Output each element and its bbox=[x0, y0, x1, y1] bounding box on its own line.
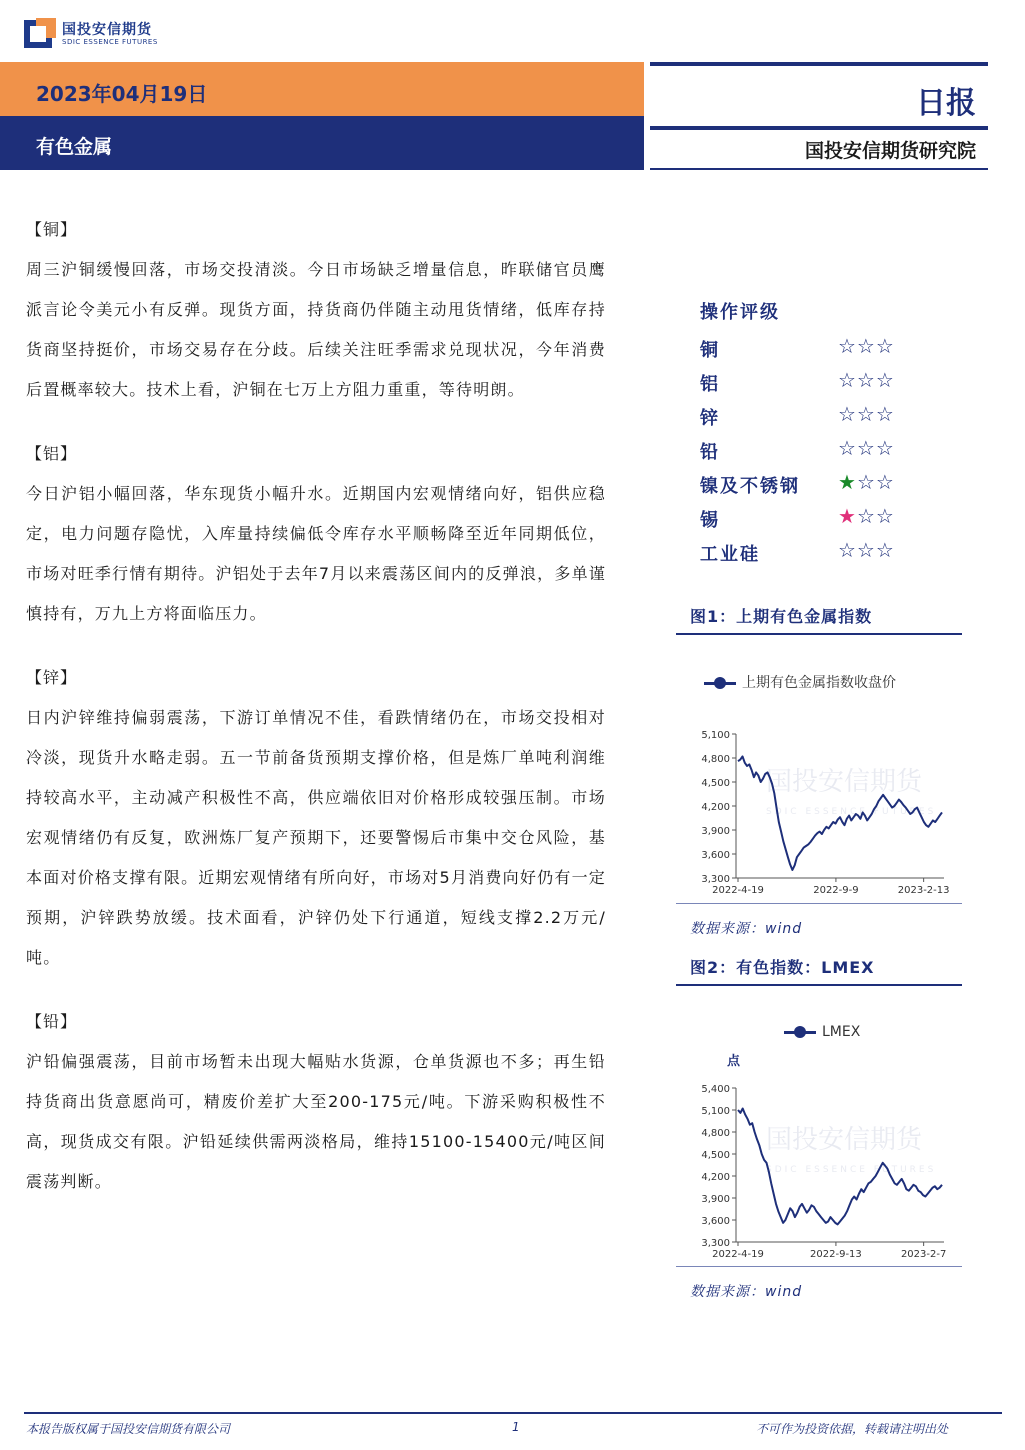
empty-star-icon: ☆☆ bbox=[856, 470, 895, 494]
rating-name: 锡 bbox=[700, 510, 720, 531]
figure-1-chart bbox=[676, 720, 962, 900]
logo-text-cn: 国投安信期货 bbox=[62, 22, 152, 38]
figure-2-unit: 点 bbox=[727, 1054, 741, 1069]
rating-row-silicon bbox=[700, 536, 960, 570]
y-tick-label: 5,100 bbox=[701, 1106, 730, 1117]
star-rating-icon bbox=[838, 470, 895, 494]
header-rule-middle bbox=[650, 126, 988, 130]
y-tick-label: 4,200 bbox=[701, 802, 730, 813]
footer-rule bbox=[24, 1412, 1002, 1414]
rating-row-aluminum bbox=[700, 366, 960, 400]
section-title: 【铜】 bbox=[26, 220, 78, 239]
legend-label: 上期有色金属指数收盘价 bbox=[742, 675, 896, 691]
section-body: 日内沪锌维持偏弱震荡，下游订单情况不佳，看跌情绪仍在，市场交投相对冷淡，现货升水略走弱。五一节前备货预期支撑价格，但是炼厂单吨利润维持较高水平，主动减产积极性不高，供应端依旧对价格形成较强压制。市场宏观情绪仍有反复，欧洲炼厂复产预期下，还要警惕后市集中交仓风险，基本面对价格支撑有限。近期宏观情绪有所向好，市场对5月消费向好仍有一定预期，沪锌跌势放缓。技术面看，沪锌仍处下行通道，短线支撑2.2万元/吨。 bbox=[26, 708, 606, 967]
section-body: 周三沪铜缓慢回落，市场交投清淡。今日市场缺乏增量信息，昨联储官员鹰派言论令美元小有反弹。现货方面，持货商仍伴随主动甩货情绪，低库存持货商坚持挺价，市场交易存在分歧。后续关注旺季需求兑现状况，今年消费后置概率较大。技术上看，沪铜在七万上方阻力重重，等待明朗。 bbox=[26, 260, 606, 399]
rating-name: 铝 bbox=[700, 374, 720, 395]
figure-2-rule-top bbox=[676, 984, 962, 986]
watermark-cn: 国投安信期货 bbox=[766, 767, 923, 797]
logo-text-en: SDIC ESSENCE FUTURES bbox=[62, 38, 158, 46]
rating-name: 铅 bbox=[700, 442, 720, 463]
watermark-en: SDIC ESSENCE FUTURES bbox=[766, 807, 937, 817]
star-rating-icon: ☆☆☆ bbox=[838, 436, 895, 460]
section-copper bbox=[26, 210, 606, 410]
legend-line-marker-icon bbox=[704, 676, 736, 690]
x-tick-label: 2022-9-9 bbox=[813, 885, 859, 896]
y-tick-label: 3,300 bbox=[701, 1238, 730, 1249]
section-body: 今日沪铝小幅回落，华东现货小幅升水。近期国内宏观情绪向好，铝供应稳定，电力问题存隐忧，入库量持续偏低令库存水平顺畅降至近年同期低位，市场对旺季行情有期待。沪铝处于去年7月以来震荡区间内的反弹浪，多单谨慎持有，万九上方将面临压力。 bbox=[26, 484, 606, 623]
rating-row-lead bbox=[700, 434, 960, 468]
rating-row-copper bbox=[700, 332, 960, 366]
y-tick-label: 3,600 bbox=[701, 850, 730, 861]
section-lead bbox=[26, 1002, 606, 1202]
figure-1-rule-bottom bbox=[676, 903, 962, 904]
x-tick-label: 2022-9-13 bbox=[810, 1249, 862, 1260]
footer-disclaimer: 不可作为投资依据，转载请注明出处 bbox=[756, 1422, 949, 1436]
watermark-en: SDIC ESSENCE FUTURES bbox=[766, 1165, 937, 1175]
sector-banner bbox=[0, 116, 644, 170]
star-rating-icon: ☆☆☆ bbox=[838, 402, 895, 426]
main-content bbox=[26, 210, 606, 1226]
rating-row-tin bbox=[700, 502, 960, 536]
figure-2-title: 图2：有色指数：LMEX bbox=[690, 958, 875, 977]
y-tick-label: 4,500 bbox=[701, 778, 730, 789]
rating-title: 操作评级 bbox=[700, 302, 780, 323]
rating-panel bbox=[700, 298, 960, 570]
x-tick-label: 2022-4-19 bbox=[712, 885, 764, 896]
footer-copyright: 本报告版权属于国投安信期货有限公司 bbox=[26, 1422, 231, 1436]
y-tick-label: 4,800 bbox=[701, 754, 730, 765]
rating-name: 工业硅 bbox=[700, 544, 760, 565]
sector-title: 有色金属 bbox=[36, 136, 113, 158]
company-logo bbox=[24, 16, 204, 56]
section-title: 【锌】 bbox=[26, 668, 78, 687]
section-title: 【铝】 bbox=[26, 444, 78, 463]
section-title: 【铅】 bbox=[26, 1012, 78, 1031]
star-rating-icon bbox=[838, 504, 895, 528]
institute-name: 国投安信期货研究院 bbox=[804, 140, 976, 162]
figure-1-source: 数据来源：wind bbox=[690, 921, 803, 937]
header-rule-top bbox=[650, 62, 988, 66]
star-rating-icon: ☆☆☆ bbox=[838, 538, 895, 562]
y-tick-label: 4,500 bbox=[701, 1150, 730, 1161]
section-body: 沪铅偏强震荡，目前市场暂未出现大幅贴水货源，仓单货源也不多；再生铅持货商出货意愿尚可，精废价差扩大至200-175元/吨。下游采购积极性不高，现货成交有限。沪铅延续供需两淡格局，维持15100-15400元/吨区间震荡判断。 bbox=[26, 1052, 606, 1191]
figure-2-source: 数据来源：wind bbox=[690, 1284, 803, 1300]
figure-2-chart bbox=[676, 1074, 962, 1264]
star-rating-icon: ☆☆☆ bbox=[838, 368, 895, 392]
figure-1-rule-top bbox=[676, 633, 962, 635]
figure-1-title: 图1：上期有色金属指数 bbox=[690, 607, 873, 626]
rating-name: 锌 bbox=[700, 408, 720, 429]
page-number: 1 bbox=[512, 1420, 520, 1434]
legend-line-marker-icon bbox=[784, 1025, 816, 1039]
y-tick-label: 3,600 bbox=[701, 1216, 730, 1227]
report-type: 日报 bbox=[916, 86, 976, 121]
star-rating-icon: ☆☆☆ bbox=[838, 334, 895, 358]
y-tick-label: 5,100 bbox=[701, 730, 730, 741]
figure-2-rule-bottom bbox=[676, 1266, 962, 1267]
section-zinc bbox=[26, 658, 606, 978]
y-tick-label: 4,200 bbox=[701, 1172, 730, 1183]
rating-name: 镍及不锈钢 bbox=[700, 476, 800, 497]
y-tick-label: 3,900 bbox=[701, 826, 730, 837]
legend-label: LMEX bbox=[822, 1024, 861, 1040]
x-tick-label: 2022-4-19 bbox=[712, 1249, 764, 1260]
y-tick-label: 3,300 bbox=[701, 874, 730, 885]
empty-star-icon: ☆☆ bbox=[856, 504, 895, 528]
logo-mark-icon bbox=[24, 18, 56, 50]
y-tick-label: 4,800 bbox=[701, 1128, 730, 1139]
filled-star-icon: ★ bbox=[838, 504, 857, 528]
date-banner bbox=[0, 62, 644, 116]
report-date: 2023年04月19日 bbox=[36, 82, 208, 106]
filled-star-icon: ★ bbox=[838, 470, 857, 494]
y-tick-label: 5,400 bbox=[701, 1084, 730, 1095]
rating-row-nickel bbox=[700, 468, 960, 502]
rating-name: 铜 bbox=[700, 340, 720, 361]
rating-row-zinc bbox=[700, 400, 960, 434]
x-tick-label: 2023-2-13 bbox=[897, 885, 950, 896]
y-tick-label: 3,900 bbox=[701, 1194, 730, 1205]
x-tick-label: 2023-2-7 bbox=[900, 1249, 947, 1260]
figure-2-legend bbox=[784, 1024, 860, 1040]
watermark-cn: 国投安信期货 bbox=[766, 1125, 923, 1155]
figure-1-legend bbox=[704, 672, 896, 692]
header-rule-bottom bbox=[650, 168, 988, 170]
section-aluminum bbox=[26, 434, 606, 634]
